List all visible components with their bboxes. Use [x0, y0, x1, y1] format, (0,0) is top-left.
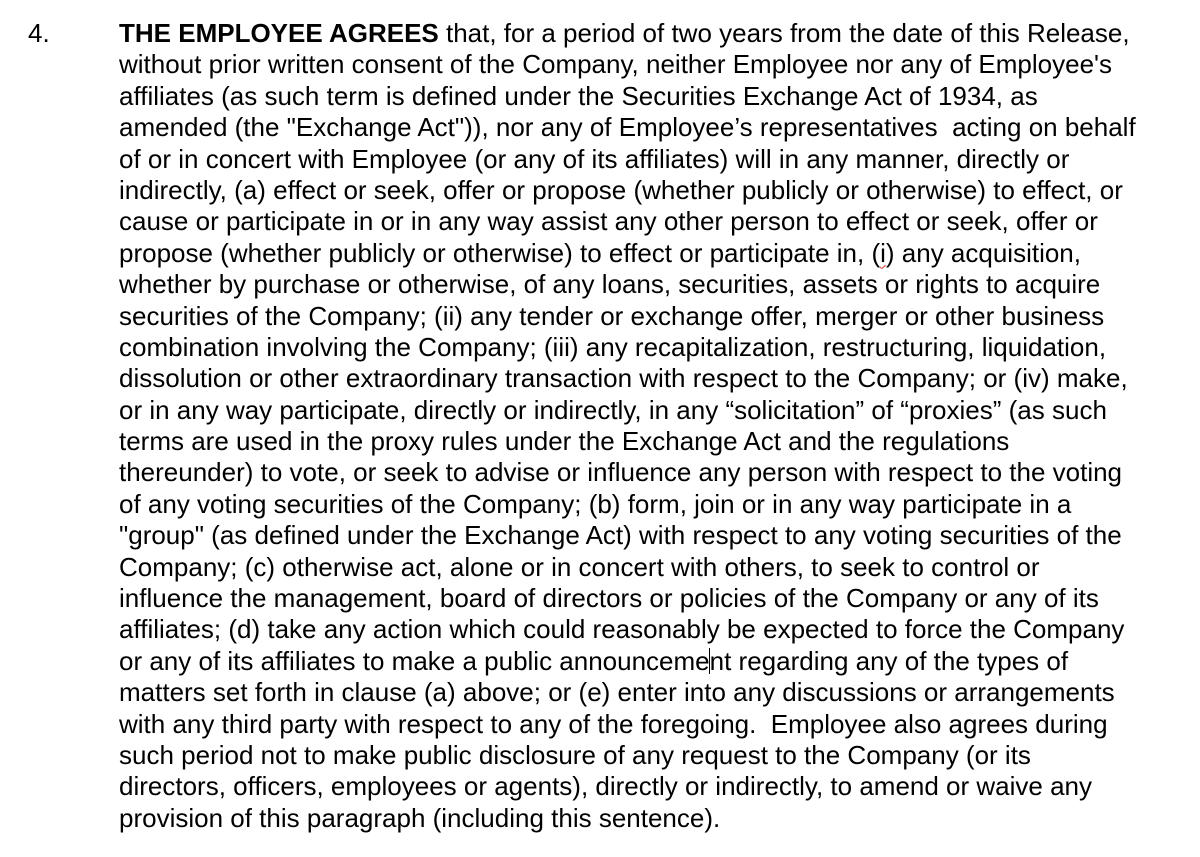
clause-line: such period not to make public disclosure of any request to the Company (or its — [119, 739, 1031, 770]
clause-line: or any of its affiliates to make a public announcement regarding any of the types of — [119, 645, 1069, 676]
clause-line: "group" (as defined under the Exchange Act) with respect to any voting securities of the — [119, 520, 1122, 551]
clause-line: Company; (c) otherwise act, alone or in concert with others, to seek to control or — [119, 551, 1040, 582]
clause-line: affiliates (as such term is defined under the Securities Exchange Act of 1934, as — [119, 80, 1038, 111]
clause-line: provision of this paragraph (including this sentence). — [119, 802, 721, 833]
clause-line: dissolution or other extraordinary transaction with respect to the Company; or (iv) make, — [119, 363, 1128, 394]
clause-line: affiliates; (d) take any action which could reasonably be expected to force the Company — [119, 614, 1125, 645]
clause-line: cause or participate in or in any way assist any other person to effect or seek, offer or — [119, 206, 1098, 237]
clause-line: indirectly, (a) effect or seek, offer or propose (whether publicly or otherwise) to effect, or — [119, 174, 1123, 205]
clause-line: amended (the "Exchange Act")), nor any of Employee’s representatives acting on behalf — [119, 112, 1136, 143]
clause-line: with any third party with respect to any of the foregoing. Employee also agrees during — [119, 708, 1108, 739]
spellcheck-marker[interactable]: i — [880, 237, 886, 268]
clause-line: combination involving the Company; (iii) any recapitalization, restructuring, liquidation, — [119, 331, 1107, 362]
clause-line: or in any way participate, directly or indirectly, in any “solicitation” of “proxies” (as such — [119, 394, 1107, 425]
clause-line: propose (whether publicly or otherwise) to effect or participate in, (i) any acquisition, — [119, 237, 1081, 268]
clause-line: securities of the Company; (ii) any tender or exchange offer, merger or other business — [119, 300, 1105, 331]
clause-number: 4. — [28, 18, 50, 48]
clause-line: whether by purchase or otherwise, of any loans, securities, assets or rights to acquire — [119, 269, 1101, 300]
clause-text[interactable] — [119, 18, 1197, 834]
clause-lead: THE EMPLOYEE AGREES — [119, 18, 439, 48]
clause-line: of or in concert with Employee (or any of its affiliates) will in any manner, directly or — [119, 143, 1070, 174]
clause-line: thereunder) to vote, or seek to advise or influence any person with respect to the voting — [119, 457, 1123, 488]
clause-line-1 — [119, 18, 1197, 49]
clause-line: terms are used in the proxy rules under the Exchange Act and the regulations — [119, 426, 1010, 457]
clause-line: influence the management, board of directors or policies of the Company or any of its — [119, 583, 1099, 614]
clause-line: of any voting securities of the Company; (b) form, join or in any way participate in a — [119, 488, 1072, 519]
clause-line: directors, officers, employees or agents), directly or indirectly, to amend or waive any — [119, 771, 1093, 802]
clause-line-text: that, for a period of two years from the date of this Release, — [438, 18, 1130, 48]
text-cursor — [709, 648, 710, 674]
clause-line: matters set forth in clause (a) above; or (e) enter into any discussions or arrangements — [119, 677, 1115, 708]
clause-line: without prior written consent of the Company, neither Employee nor any of Employee's — [119, 49, 1112, 80]
